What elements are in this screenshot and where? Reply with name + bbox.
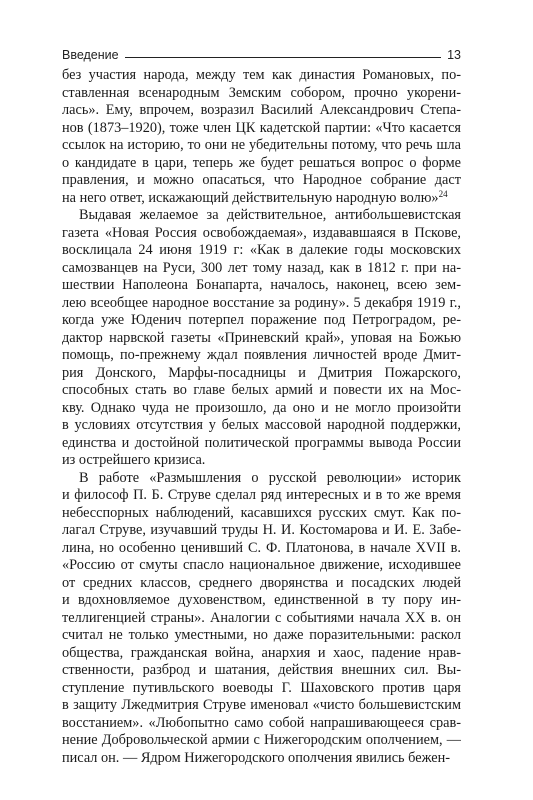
text-line: в защиту Лжедмитрия Струве именовал «чисто большевистским <box>62 697 461 713</box>
text-line: о кандидате в цари, теперь же будет решаться вопрос о форме <box>62 154 461 171</box>
text-line: газета «Новая Россия освобождаемая», издававшаяся в Пскове, <box>62 224 461 241</box>
text-line: когда уже Юденич потерпел поражение под Петроградом, ре- <box>62 312 461 328</box>
text-line: ставленная всенародным Земским собором, прочно укорени- <box>62 84 461 101</box>
page-number: 13 <box>447 48 461 62</box>
section-title: Введение <box>62 48 119 62</box>
text-line: нение Добровольческой армии с Нижегородским ополчением, — <box>62 732 461 748</box>
text-line: восклицала 24 июня 1919 г: «Как в далекие годы московских <box>62 242 461 258</box>
text-line: нов (1873–1920), тоже член ЦК кадетской партии: «Что касается <box>62 119 461 136</box>
header-rule <box>125 57 441 58</box>
text-line: рия Донского, Марфы-посадницы и Дмитрия Пожарского, <box>62 364 461 381</box>
text-line: общества, гражданская война, анархия и хаос, падение нрав- <box>62 644 461 661</box>
text-line: лагал Струве, изучавший труды Н. И. Костомарова и И. Е. Забе- <box>62 522 461 538</box>
text-line: без участия народа, между тем как династия Романовых, по- <box>62 67 461 83</box>
text-line: самозванцев на Руси, 300 лет тому назад, как в 1812 г. при на- <box>62 259 461 276</box>
text-line: небесспорных наблюдений, касавшихся русских смут. Как по- <box>62 504 461 521</box>
text-line: В работе «Размышления о русской революции» историк <box>79 469 461 486</box>
text-line: в условиях отсутствия у белых массовой народной поддержки, <box>62 417 461 433</box>
text-line: писал он. — Ядром Нижегородского ополчения явились бежен- <box>62 749 451 766</box>
text-line: восстанием». «Любопытно само собой напрашивающееся срав- <box>62 714 461 731</box>
body-text <box>62 67 461 767</box>
footnote-marker[interactable]: 24 <box>438 189 448 199</box>
text-line: помощь, по-прежнему ждал появления личностей вроде Дмит- <box>62 347 461 363</box>
paragraph <box>62 470 461 768</box>
text-line: теллигенцией страны». Аналогии с событиями начала XX в. он <box>62 609 461 626</box>
text-line: кву. Однако чуда не произошло, да оно и не могло произойти <box>62 399 461 416</box>
text-line: лина, но особенно ценивший С. Ф. Платонова, в начале XVII в. <box>62 539 461 556</box>
text-line: из острейшего кризиса. <box>62 452 206 468</box>
text-line: шествии Наполеона Бонапарта, началось, наконец, всею зем- <box>62 277 461 293</box>
text-line: дактор нарвской газеты «Приневский край», уповая на Божью <box>62 329 461 346</box>
text-line: ступление путивльского воеводы Г. Шаховского против царя <box>62 679 461 696</box>
text-line: лась». Ему, впрочем, возразил Василий Александрович Степа- <box>62 102 461 118</box>
text-line: Выдавая желаемое за действительное, антибольшевистская <box>79 207 461 223</box>
text-line: «Россию от смуты спасло национальное движение, исходившее <box>62 557 461 573</box>
running-head <box>62 44 461 62</box>
text-line: правления, и можно опасаться, что Народное собрание даст <box>62 172 461 188</box>
text-line: единства и достойной политической программы вывода России <box>62 434 461 451</box>
text-line: и вдохновляемое духовенством, единственной в ту пору ин- <box>62 592 461 608</box>
text-line: от средних классов, среднего дворянства и посадских людей <box>62 574 461 591</box>
paragraph <box>62 207 461 470</box>
text-line: на него ответ, искажающий действительную народную волю»$^{24}$ <box>62 189 448 206</box>
text-line: ссылок на историю, то они не убедительны потому, что речь шла <box>62 137 461 153</box>
text-line: лею всеобщее народное восстание за родину». 5 декабря 1919 г., <box>62 294 461 311</box>
paragraph <box>62 67 461 207</box>
text-line: и философ П. Б. Струве сделал ряд интересных и в то же время <box>62 487 461 503</box>
text-line: считал не только уместными, но даже поразительными: раскол <box>62 627 461 643</box>
text-line: способных стать во главе белых армий и повести их на Мос- <box>62 382 461 398</box>
text-line: ственности, разброд и шатания, действия внешних сил. Вы- <box>62 662 461 678</box>
